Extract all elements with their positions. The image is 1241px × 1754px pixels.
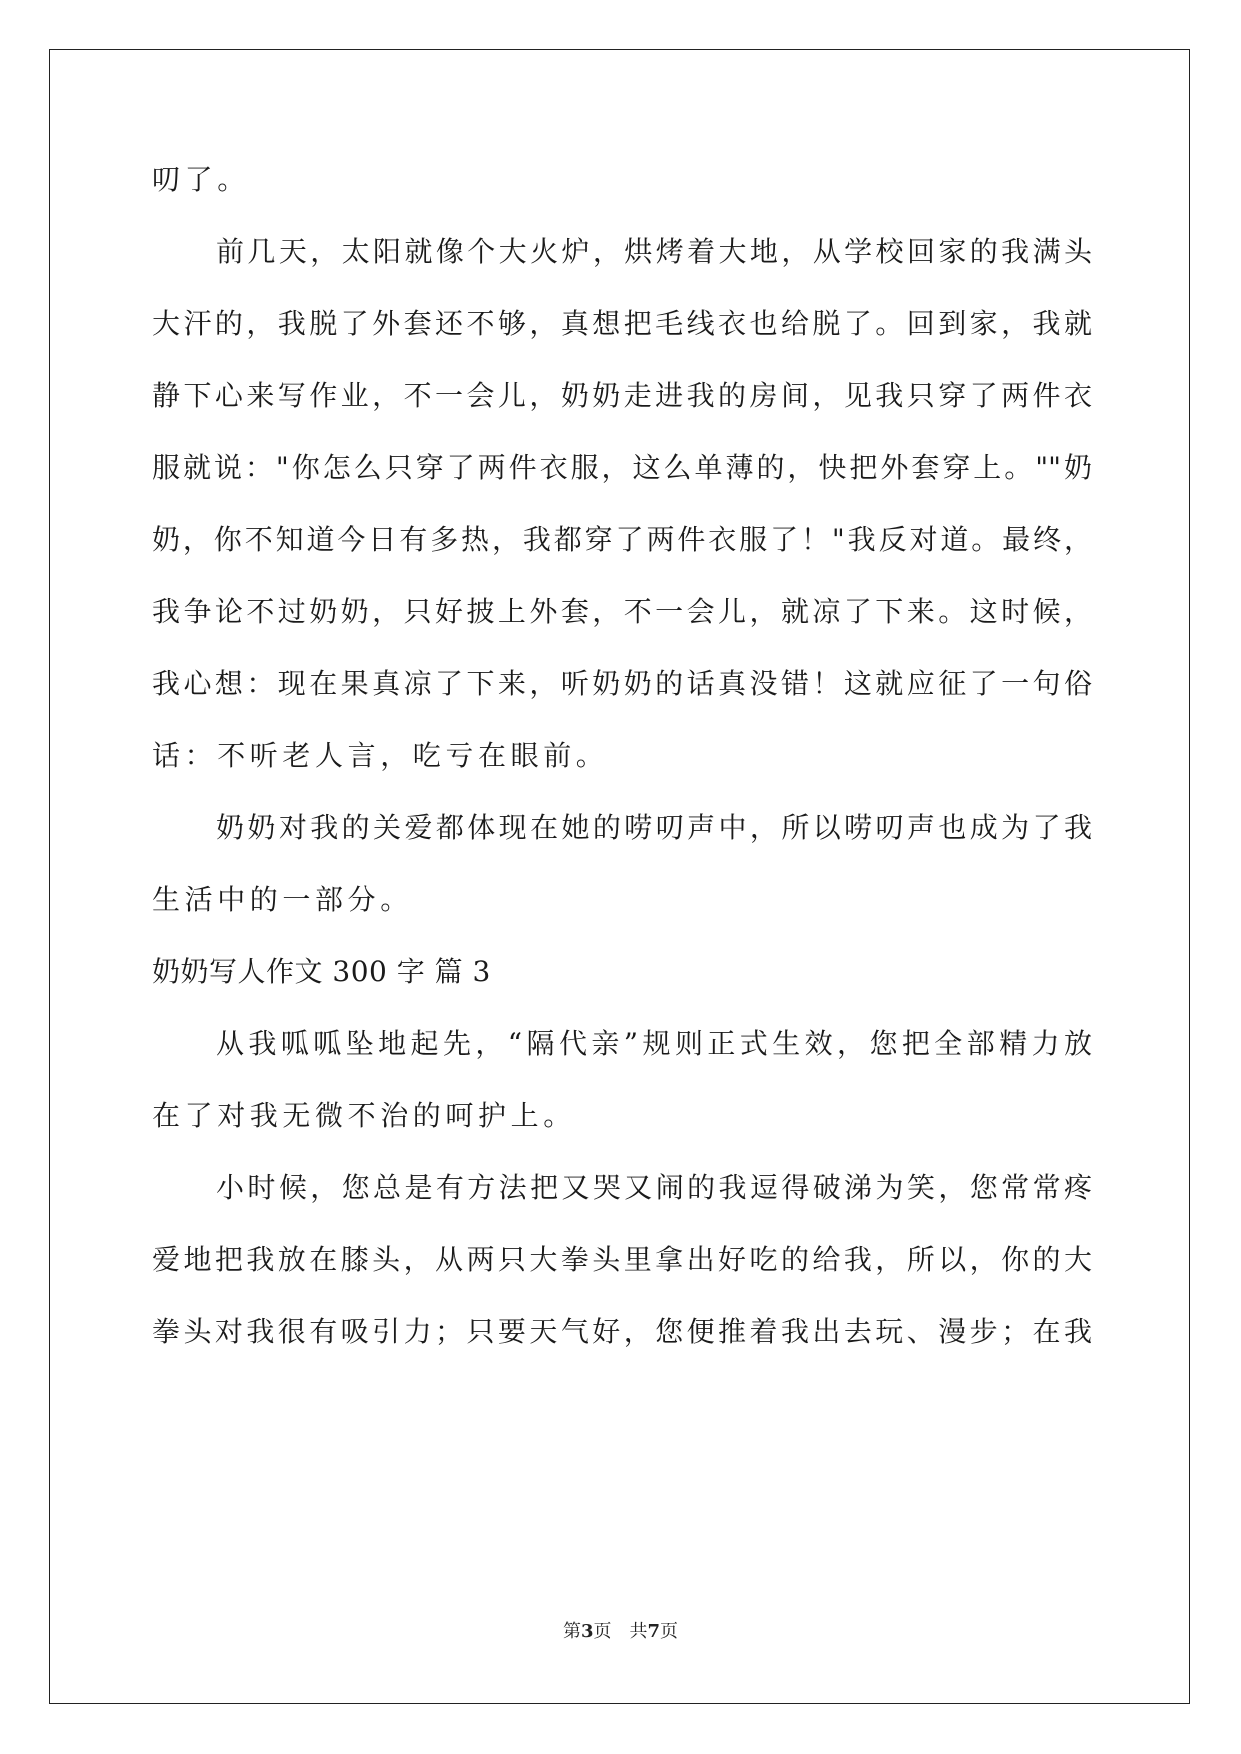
page-border <box>49 49 1190 1704</box>
paragraph-line: 拳头对我很有吸引力；只要天气好，您便推着我出去玩、漫步；在我 <box>152 1315 1092 1348</box>
paragraph-line: 大汗的，我脱了外套还不够，真想把毛线衣也给脱了。回到家，我就 <box>152 307 1092 340</box>
paragraph-line: 服就说："你怎么只穿了两件衣服，这么单薄的，快把外套穿上。""奶 <box>152 451 1092 484</box>
footer-page-suffix: 页 <box>593 1621 612 1642</box>
paragraph-line: 在了对我无微不治的呵护上。 <box>152 1099 576 1132</box>
footer-total-suffix: 页 <box>660 1621 679 1642</box>
paragraph-line: 小时候，您总是有方法把又哭又闹的我逗得破涕为笑，您常常疼 <box>216 1171 1092 1204</box>
paragraph-line: 奶，你不知道今日有多热，我都穿了两件衣服了！"我反对道。最终， <box>152 523 1092 556</box>
paragraph-line: 从我呱呱坠地起先，“隔代亲”规则正式生效，您把全部精力放 <box>216 1027 1092 1060</box>
paragraph-line: 生活中的一部分。 <box>152 883 413 916</box>
footer-page-number: 3 <box>580 1621 594 1642</box>
footer-total-prefix: 共 <box>629 1621 648 1642</box>
paragraph-line: 我争论不过奶奶，只好披上外套，不一会儿，就凉了下来。这时候， <box>152 595 1092 628</box>
text-line: 叨了。 <box>152 163 250 196</box>
footer-total-pages: 7 <box>647 1621 661 1642</box>
paragraph-line: 爱地把我放在膝头，从两只大拳头里拿出好吃的给我，所以，你的大 <box>152 1243 1092 1276</box>
page-footer <box>0 1620 1241 1644</box>
footer-prefix: 第 <box>562 1621 581 1642</box>
section-heading: 奶奶写人作文 300 字 篇 3 <box>152 955 491 988</box>
paragraph-line: 话：不听老人言，吃亏在眼前。 <box>152 739 609 772</box>
paragraph-line: 静下心来写作业，不一会儿，奶奶走进我的房间，见我只穿了两件衣 <box>152 379 1092 412</box>
paragraph-line: 我心想：现在果真凉了下来，听奶奶的话真没错！这就应征了一句俗 <box>152 667 1092 700</box>
paragraph-line: 奶奶对我的关爱都体现在她的唠叨声中，所以唠叨声也成为了我 <box>216 811 1092 844</box>
paragraph-line: 前几天，太阳就像个大火炉，烘烤着大地，从学校回家的我满头 <box>216 235 1092 268</box>
